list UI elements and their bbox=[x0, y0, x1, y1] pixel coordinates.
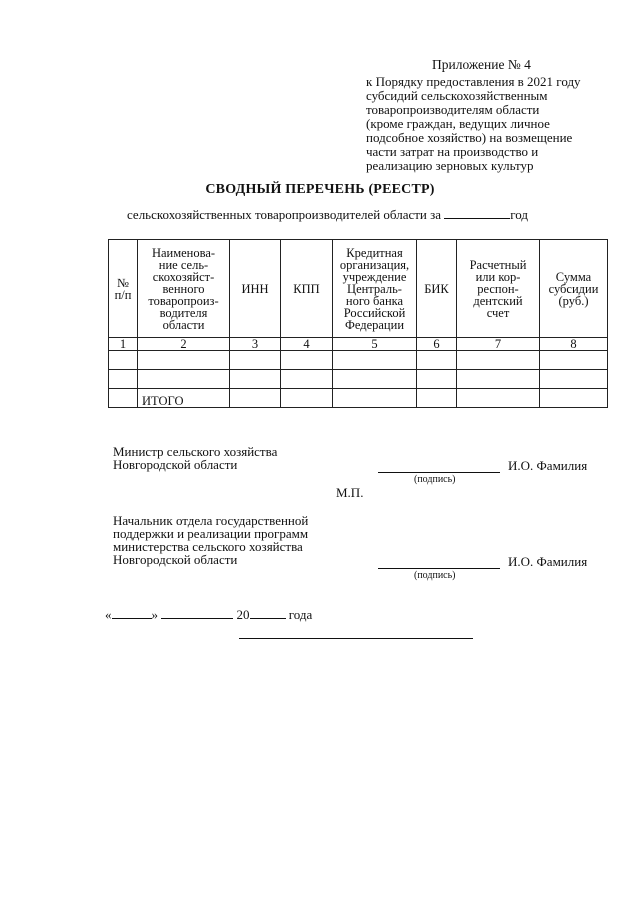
appendix-line: (кроме граждан, ведущих личное bbox=[366, 116, 550, 131]
column-number: 8 bbox=[540, 338, 608, 351]
table-cell bbox=[230, 389, 281, 408]
head-signature-line bbox=[378, 556, 500, 569]
table-cell bbox=[138, 351, 230, 370]
table-cell bbox=[540, 351, 608, 370]
table-cell bbox=[109, 370, 138, 389]
column-number: 6 bbox=[417, 338, 457, 351]
table-cell bbox=[417, 389, 457, 408]
subtitle-prefix: сельскохозяйственных товаропроизводителей области за bbox=[127, 207, 442, 222]
table-cell bbox=[417, 351, 457, 370]
appendix-line: подсобное хозяйство) на возмещение bbox=[366, 130, 573, 145]
header-cell-number: № п/п bbox=[109, 240, 138, 338]
table-cell bbox=[333, 389, 417, 408]
year-blank-date bbox=[250, 607, 286, 619]
head-position-line: министерства сельского хозяйства bbox=[113, 539, 303, 554]
month-blank bbox=[161, 607, 233, 619]
table-cell bbox=[333, 370, 417, 389]
header-cell-bank: Кредитная организация, учреждение Централь- ного банка Российской Федерации bbox=[333, 240, 417, 338]
date-line bbox=[105, 607, 312, 623]
column-number: 5 bbox=[333, 338, 417, 351]
minister-position bbox=[113, 445, 277, 471]
stamp-place: М.П. bbox=[336, 485, 364, 500]
table-cell bbox=[457, 351, 540, 370]
head-position-line: поддержки и реализации программ bbox=[113, 526, 309, 541]
header-cell-bik: БИК bbox=[417, 240, 457, 338]
table-cell bbox=[281, 351, 333, 370]
head-position bbox=[113, 514, 308, 566]
bottom-line bbox=[239, 638, 473, 639]
appendix-line: к Порядку предоставления в 2021 году bbox=[366, 74, 581, 89]
table-cell bbox=[230, 370, 281, 389]
column-number: 1 bbox=[109, 338, 138, 351]
minister-position-line: Министр сельского хозяйства bbox=[113, 444, 278, 459]
head-name: И.О. Фамилия bbox=[508, 554, 588, 569]
year-century: 20 bbox=[236, 607, 250, 622]
table-cell bbox=[281, 389, 333, 408]
header-row bbox=[109, 240, 608, 338]
table-row bbox=[109, 351, 608, 370]
appendix-title: Приложение № 4 bbox=[432, 57, 531, 72]
appendix-description bbox=[366, 75, 616, 173]
column-number-row bbox=[109, 338, 608, 351]
table-cell bbox=[333, 351, 417, 370]
subtitle-suffix: год bbox=[510, 207, 529, 222]
header-cell-inn: ИНН bbox=[230, 240, 281, 338]
minister-position-line: Новгородской области bbox=[113, 457, 238, 472]
date-close-quote: » bbox=[151, 607, 158, 622]
date-suffix: года bbox=[288, 607, 313, 622]
minister-name: И.О. Фамилия bbox=[508, 458, 588, 473]
table-cell bbox=[417, 370, 457, 389]
header-cell-kpp: КПП bbox=[281, 240, 333, 338]
document-subtitle bbox=[127, 207, 528, 223]
table-cell bbox=[457, 389, 540, 408]
column-number: 7 bbox=[457, 338, 540, 351]
header-cell-account: Расчетный или кор- респон- дентский счет bbox=[457, 240, 540, 338]
table-cell bbox=[540, 370, 608, 389]
appendix-line: части затрат на производство и bbox=[366, 144, 539, 159]
year-blank bbox=[444, 207, 510, 219]
appendix-line: товаропроизводителям области bbox=[366, 102, 540, 117]
header-cell-name: Наименова- ние сель- скохозяйст- венного товаропроиз- водителя области bbox=[138, 240, 230, 338]
column-number: 2 bbox=[138, 338, 230, 351]
table-cell bbox=[138, 370, 230, 389]
document-title: СВОДНЫЙ ПЕРЕЧЕНЬ (РЕЕСТР) bbox=[205, 182, 435, 197]
head-position-line: Новгородской области bbox=[113, 552, 238, 567]
minister-signature-caption: (подпись) bbox=[414, 474, 456, 485]
head-signature-caption: (подпись) bbox=[414, 570, 456, 581]
total-amount-cell bbox=[540, 389, 608, 408]
minister-signature-line bbox=[378, 460, 500, 473]
head-position-line: Начальник отдела государственной bbox=[113, 513, 309, 528]
total-row bbox=[109, 389, 608, 408]
day-blank bbox=[112, 607, 152, 619]
column-number: 4 bbox=[281, 338, 333, 351]
table-cell bbox=[281, 370, 333, 389]
table-cell bbox=[230, 351, 281, 370]
header-cell-amount: Сумма субсидии (руб.) bbox=[540, 240, 608, 338]
appendix-line: субсидий сельскохозяйственным bbox=[366, 88, 548, 103]
date-open-quote: « bbox=[105, 607, 112, 622]
registry-table bbox=[108, 239, 608, 408]
table-cell bbox=[109, 389, 138, 408]
table-cell bbox=[457, 370, 540, 389]
appendix-line: реализацию зерновых культур bbox=[366, 158, 534, 173]
table-cell bbox=[109, 351, 138, 370]
column-number: 3 bbox=[230, 338, 281, 351]
total-label: ИТОГО bbox=[138, 389, 230, 408]
table-row bbox=[109, 370, 608, 389]
